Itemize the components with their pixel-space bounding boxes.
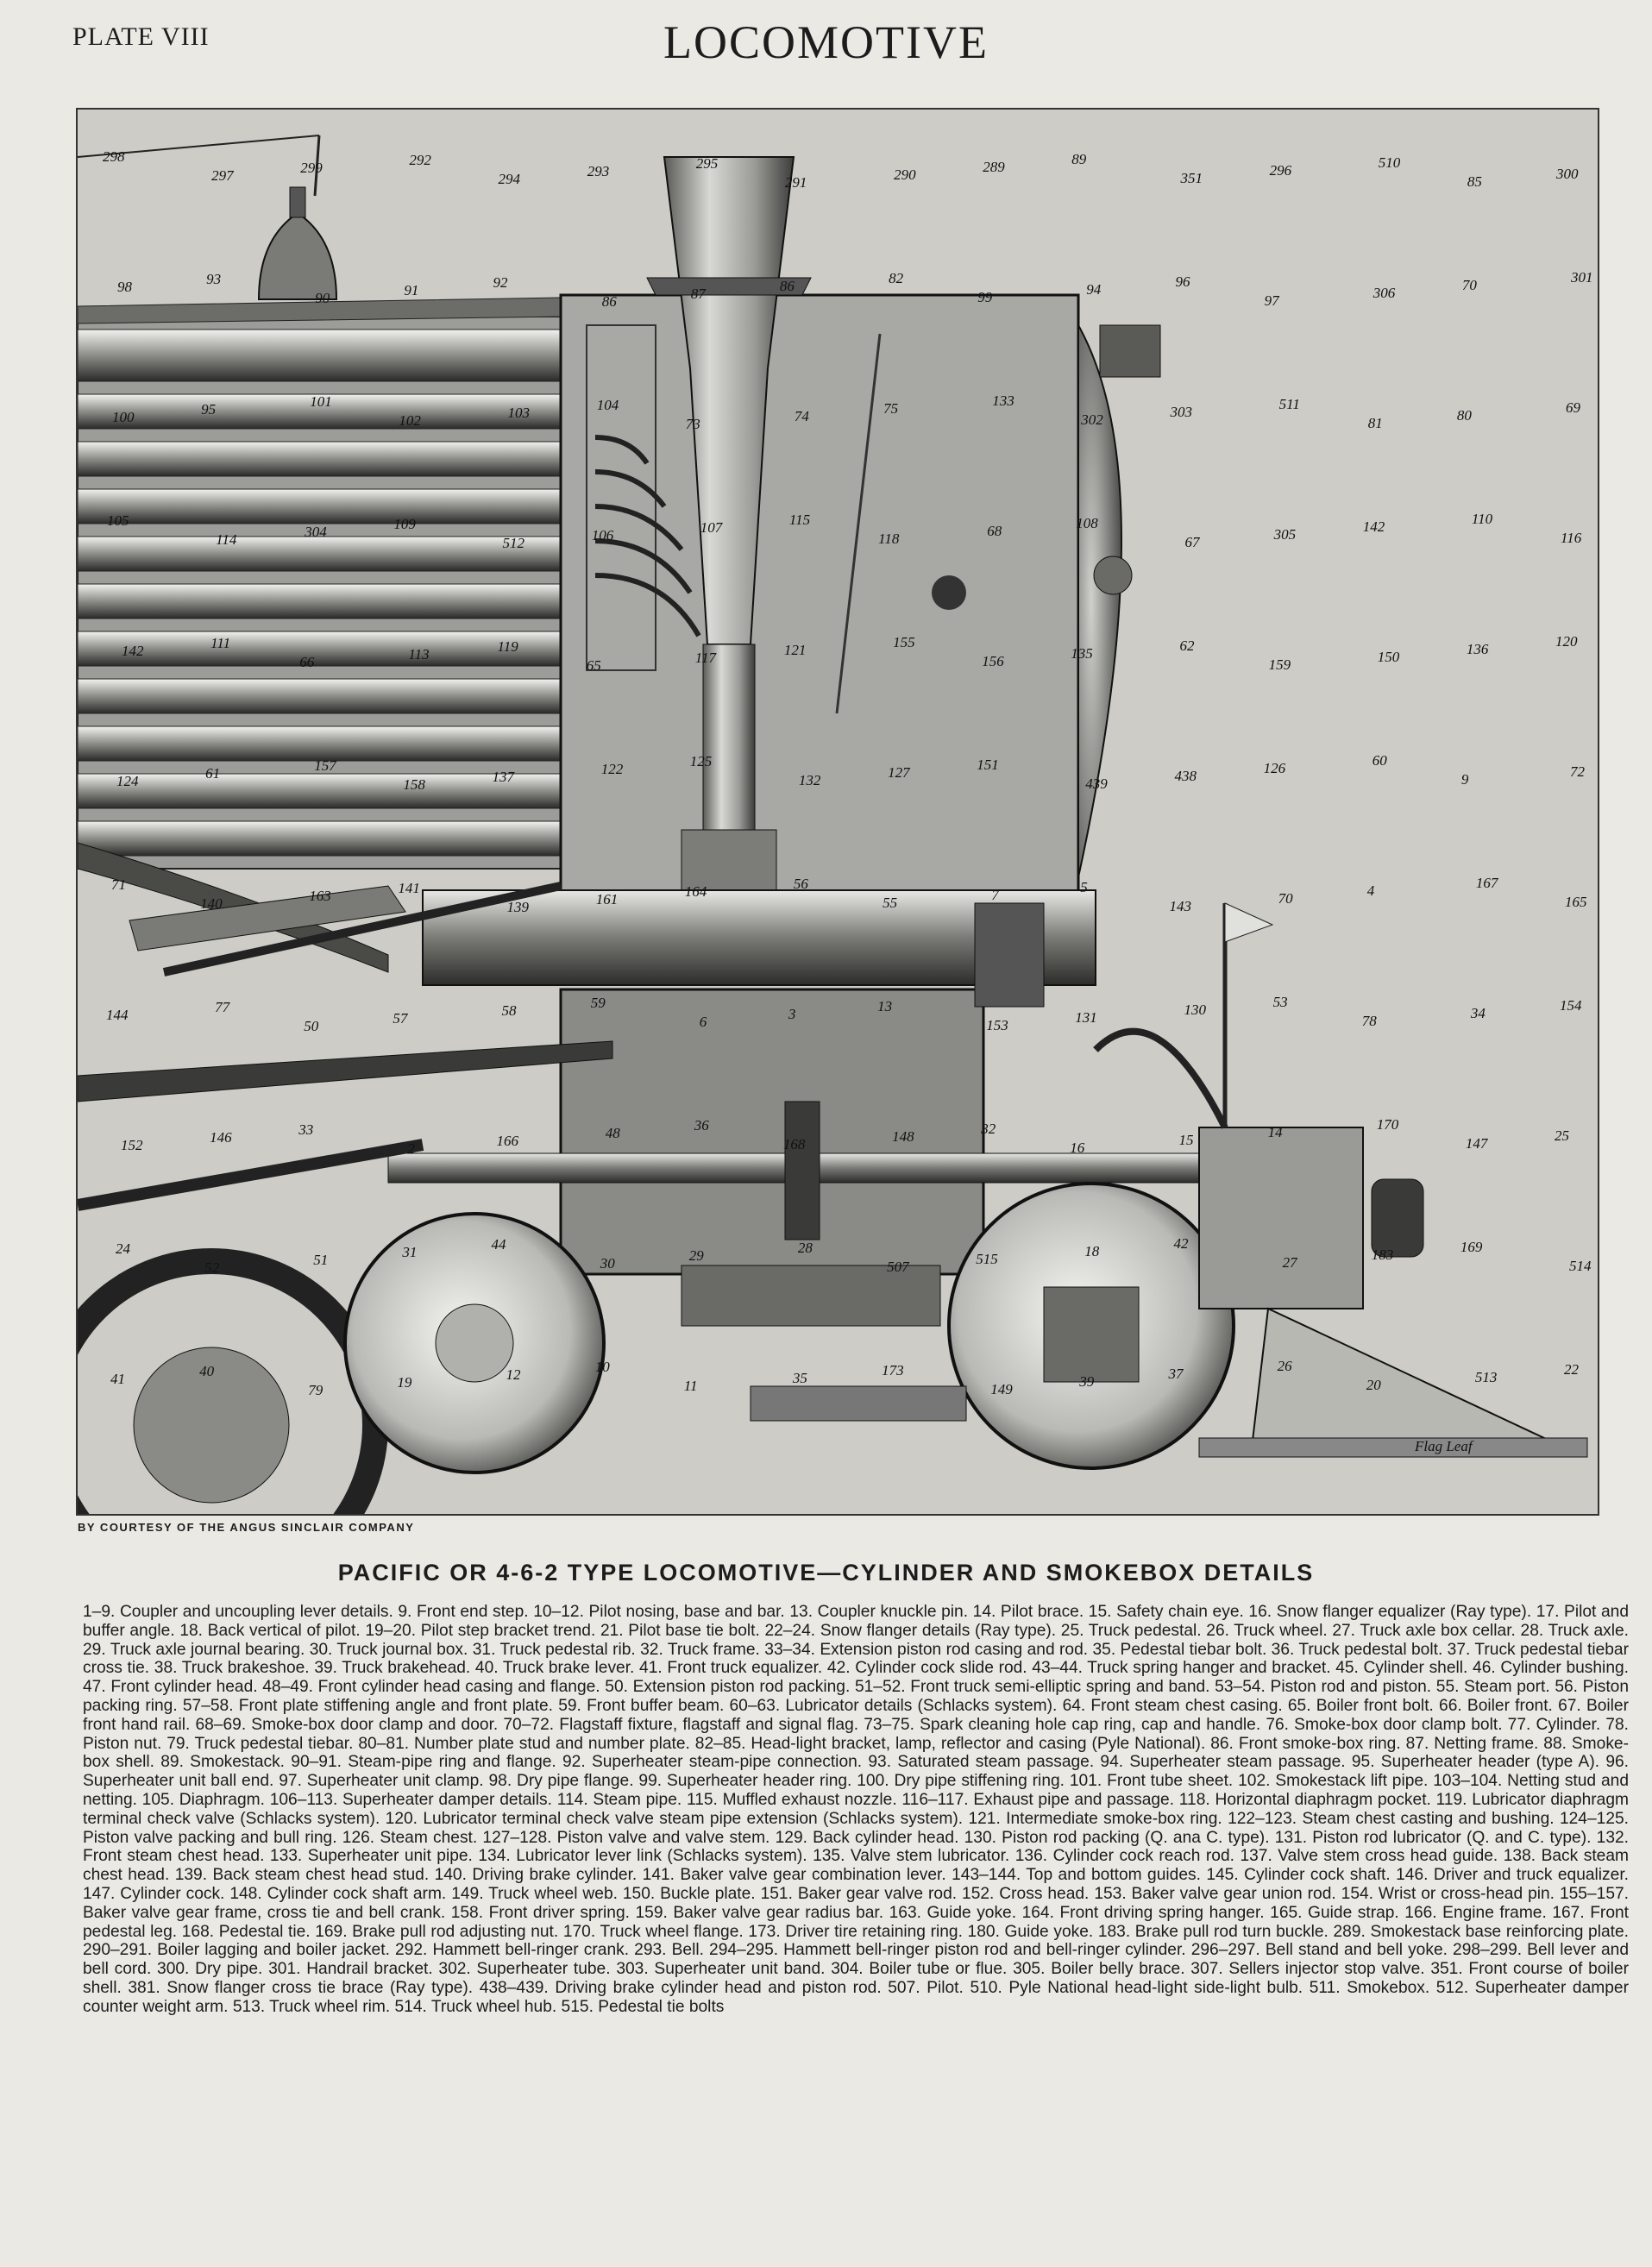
callout-label: 149	[990, 1381, 1013, 1397]
callout-label: 93	[206, 271, 222, 287]
callout-label: 12	[506, 1366, 521, 1383]
callout-label: 294	[498, 171, 520, 187]
callout-label: 13	[877, 998, 893, 1014]
callout-label: 157	[314, 757, 336, 774]
callout-label: 305	[1273, 526, 1297, 543]
callout-label: 66	[299, 654, 315, 670]
page-title: LOCOMOTIVE	[663, 16, 989, 68]
lubricator	[975, 903, 1044, 1007]
callout-label: 127	[888, 764, 910, 781]
callout-label: 119	[497, 638, 518, 655]
bell-yoke	[290, 187, 305, 217]
callout-label: 140	[200, 895, 223, 912]
callout-label: 514	[1569, 1258, 1592, 1274]
callout-label: 24	[116, 1240, 130, 1257]
callout-label: 44	[491, 1236, 506, 1253]
callout-label: 111	[210, 635, 231, 651]
callout-label: 135	[1071, 645, 1093, 662]
callout-label: 39	[1079, 1373, 1095, 1390]
callout-label: 82	[889, 270, 904, 286]
callout-label: 132	[798, 772, 821, 788]
callout-label: 30	[600, 1255, 615, 1272]
callout-label: 124	[116, 773, 139, 789]
callout-label: 58	[501, 1002, 517, 1019]
callout-label: 86	[779, 278, 795, 294]
callout-label: 70	[1461, 277, 1477, 293]
callout-label: 296	[1269, 162, 1292, 179]
callout-label: 68	[987, 523, 1002, 539]
boiler-tube	[78, 584, 561, 619]
callout-label: 168	[782, 1136, 806, 1152]
callout-label: 55	[883, 895, 898, 911]
callout-label: 52	[204, 1259, 220, 1276]
callout-label: 118	[878, 531, 900, 547]
callout-label: 9	[1460, 771, 1469, 788]
callout-label: 34	[1470, 1005, 1486, 1021]
callout-label: 303	[1170, 404, 1192, 420]
callout-label: 27	[1282, 1254, 1297, 1271]
callout-label: 2	[407, 1140, 415, 1157]
callout-label: 6	[699, 1014, 707, 1030]
callout-label: 85	[1467, 173, 1482, 190]
callout-label: 73	[685, 416, 700, 432]
callout-label: 15	[1178, 1132, 1194, 1148]
locomotive-cutaway-figure	[76, 108, 1599, 1516]
boiler-tube	[78, 726, 561, 761]
callout-label: 79	[308, 1382, 323, 1398]
callout-label: 154	[1560, 997, 1582, 1014]
callout-label: 19	[397, 1374, 412, 1391]
callout-label: 90	[315, 290, 330, 306]
boiler-tube	[78, 679, 561, 713]
callout-label: 31	[402, 1244, 418, 1260]
callout-label: 86	[601, 293, 617, 310]
front-buffer-beam	[1199, 1127, 1363, 1309]
callout-label: 300	[1556, 166, 1579, 182]
callout-label: 105	[107, 512, 129, 529]
callout-label: 114	[216, 531, 237, 548]
callout-label: 153	[986, 1017, 1008, 1033]
callout-label: 67	[1184, 534, 1200, 550]
callout-label: 3	[788, 1006, 796, 1022]
callout-label: 173	[882, 1362, 904, 1378]
callout-label: 70	[1278, 890, 1293, 907]
callout-label: 96	[1175, 273, 1190, 290]
callout-label: 56	[793, 876, 808, 892]
callout-label: 78	[1361, 1013, 1377, 1029]
callout-label: 60	[1372, 752, 1387, 769]
callout-label: 297	[211, 167, 234, 184]
callout-label: 165	[1565, 894, 1587, 910]
callout-label: 142	[122, 643, 144, 659]
callout-label: 166	[496, 1133, 518, 1149]
callout-label: 35	[792, 1370, 807, 1386]
callout-label: 61	[205, 765, 221, 782]
boiler-tube	[78, 489, 561, 524]
callout-label: 71	[111, 876, 126, 893]
callout-label: 116	[1561, 530, 1582, 546]
callout-label: 103	[507, 405, 530, 421]
callout-label: 5	[1080, 879, 1088, 895]
callout-label: 62	[1179, 637, 1195, 654]
callout-label: 110	[1471, 511, 1493, 527]
callout-label: 147	[1465, 1135, 1488, 1152]
boiler-tube	[78, 330, 561, 381]
boiler-tube	[78, 537, 561, 571]
callout-label: 98	[117, 279, 132, 295]
spark-cleaning-cap	[932, 575, 966, 610]
callout-label: 91	[404, 282, 419, 298]
callout-label: 65	[586, 657, 601, 674]
callout-label: 156	[982, 653, 1004, 669]
callout-label: 25	[1555, 1127, 1569, 1144]
callout-label: 53	[1272, 994, 1288, 1010]
callout-label: 95	[201, 401, 217, 418]
callout-label: 26	[1277, 1358, 1292, 1374]
smokebox-shell	[561, 295, 1078, 899]
callout-label: 158	[403, 776, 425, 793]
boiler-tube	[78, 631, 561, 666]
callout-label: 125	[689, 753, 713, 769]
callout-label: 507	[887, 1259, 909, 1275]
callout-label: 139	[506, 899, 529, 915]
callout-label: 170	[1376, 1116, 1399, 1133]
callout-label: 161	[595, 891, 619, 907]
callout-label: 438	[1174, 768, 1197, 784]
callout-label: 51	[313, 1252, 329, 1268]
callout-label: 106	[591, 527, 614, 543]
boiler-tube	[78, 774, 561, 808]
callout-label: 159	[1268, 656, 1291, 673]
callout-label: 163	[309, 888, 331, 904]
callout-label: 99	[977, 289, 993, 305]
coupler	[1372, 1179, 1423, 1257]
callout-label: 97	[1264, 292, 1279, 309]
callout-label: 169	[1460, 1239, 1483, 1255]
figure-credit: BY COURTESY OF THE ANGUS SINCLAIR COMPANY	[78, 1521, 415, 1534]
callout-label: 74	[794, 408, 809, 424]
callout-label: 81	[1367, 415, 1383, 431]
callout-label: 48	[605, 1125, 620, 1141]
callout-label: 29	[688, 1247, 704, 1264]
callout-label: 87	[690, 286, 706, 302]
callout-label: 141	[398, 880, 420, 896]
pilot-base	[1199, 1438, 1587, 1457]
callout-label: 120	[1555, 633, 1578, 650]
headlight-casing	[1100, 325, 1160, 377]
callout-label: 22	[1564, 1361, 1579, 1378]
callout-label: 295	[695, 155, 719, 172]
callout-label: 50	[304, 1018, 319, 1034]
callout-label: 20	[1366, 1377, 1381, 1393]
boiler-tube	[78, 442, 561, 476]
steam-pipe	[703, 644, 755, 834]
callout-label: 104	[596, 397, 619, 413]
callout-label: 136	[1466, 641, 1489, 657]
callout-label: 11	[683, 1378, 698, 1394]
callout-label: 304	[305, 524, 327, 540]
callout-label: 40	[199, 1363, 215, 1379]
callout-label: 100	[112, 409, 135, 425]
callout-label: 183	[1371, 1247, 1394, 1263]
callout-label: 511	[1278, 396, 1300, 412]
callout-label: 130	[1184, 1002, 1206, 1018]
callout-label: 513	[1474, 1369, 1498, 1385]
callout-label: 37	[1168, 1366, 1184, 1382]
callout-label: 299	[300, 160, 323, 176]
callout-label: 126	[1263, 760, 1286, 776]
callout-label: 92	[493, 274, 508, 291]
callout-label: 4	[1366, 882, 1375, 899]
callout-label: 33	[298, 1121, 314, 1138]
boiler-tube	[78, 821, 561, 856]
callout-label: 115	[788, 512, 811, 528]
cylinder	[561, 989, 983, 1274]
callout-label: 14	[1267, 1124, 1283, 1140]
callout-label: 89	[1071, 151, 1087, 167]
callout-label: 101	[310, 393, 332, 410]
callout-label: 16	[1070, 1140, 1085, 1156]
number-plate	[1094, 556, 1132, 594]
callout-label: 151	[977, 757, 999, 773]
callout-label: 306	[1372, 285, 1396, 301]
callout-label: 94	[1086, 281, 1102, 298]
callout-label: 18	[1084, 1243, 1100, 1259]
callout-label: 510	[1378, 154, 1401, 171]
callout-label: 167	[1475, 875, 1498, 891]
truck-wheel-hub	[436, 1304, 513, 1382]
plate-number: PLATE VIII	[72, 22, 210, 51]
callout-label: 122	[600, 761, 624, 777]
callout-label: 148	[892, 1128, 914, 1145]
callout-label: 291	[784, 174, 807, 191]
callout-label: 298	[103, 148, 125, 165]
callout-label: 302	[1081, 411, 1103, 428]
callout-label: 515	[976, 1251, 998, 1267]
callout-label: 80	[1456, 407, 1472, 424]
callout-label: 36	[694, 1117, 709, 1134]
callout-label: 290	[894, 166, 916, 183]
callout-label: 301	[1571, 269, 1593, 286]
callout-label: 69	[1566, 399, 1580, 416]
callout-label: 108	[1076, 515, 1098, 531]
callout-label: 439	[1085, 776, 1108, 792]
parts-legend: 1–9. Coupler and uncoupling lever details. 9. Front end step. 10–12. Pilot nosing, base and bar. 13. Coupler knuckle pin. 14. Pilot brace. 15. Safety chain eye. 16. Snow flanger equalizer (Ray type). 17. Pilot and buffer angle. 18. Back vertical of pilot. 19–20. Pilot step bracket trend. 21. Pilot base tie bolt. 22–24. Snow flanger details (Ray type). 25. Truck pedestal. 26. Truck wheel. 27. Truck axle box cellar. 28. Truck axle. 29. Truck axle journal bearing. 30. Truck journal box. 31. Truck pedestal rib. 32. Truck frame. 33–34. Extension piston rod casing and rod. 35. Pedestal tiebar bolt. 36. Truck pedestal bolt. 37. Truck pedestal tiebar cross tie. 38. Truck brakeshoe. 39. Truck brakehead. 40. Truck brake lever. 41. Front truck equalizer. 42. Cylinder cock slide rod. 43–44. Truck spring hanger and bracket. 45. Cylinder shell. 46. Cylinder bushing. 47. Front cylinder head. 48–49. Front cylinder head casing and flange. 50. Extension piston rod packing. 51–52. Front truck semi-elliptic spring and band. 53–54. Piston rod and piston. 55. Steam port. 56. Piston packing ring. 57–58. Front plate stiffening angle and front plate. 59. Front buffer beam. 60–63. Lubricator details (Schlacks system). 64. Front steam chest casing. 65. Boiler front bolt. 66. Boiler front. 67. Boiler front hand rail. 68–69. Smoke-box door clamp and door. 70–72. Flagstaff fixture, flagstaff and signal flag. 73–75. Spark cleaning hole cap ring, cap and handle. 76. Smoke-box door clamp bolt. 77. Cylinder. 78. Piston nut. 79. Truck pedestal tiebar. 80–81. Number plate stud and number plate. 82–85. Head-light bracket, lamp, reflector and casing (Pyle National). 86. Front smoke-box ring. 87. Netting frame. 88. Smoke-box shell. 89. Smokestack. 90–91. Steam-pipe ring and flange. 92. Superheater steam-pipe connection. 93. Saturated steam passage. 94. Superheater steam passage. 95. Superheater header (type A). 96. Superheater unit ball end. 97. Superheater unit clamp. 98. Dry pipe flange. 99. Superheater header ring. 100. Dry pipe stiffening ring. 101. Front tube sheet. 102. Smokestack lift pipe. 103–104. Netting stud and netting. 105. Diaphragm. 106–113. Superheater damper details. 114. Steam pipe. 115. Muffled exhaust nozzle. 116–117. Exhaust pipe and passage. 118. Horizontal diaphragm pocket. 119. Lubricator diaphragm terminal check valve (Schlacks system). 120. Lubricator terminal check valve steam pipe extension (Schlacks system). 121. Intermediate smoke-box ring. 122–123. Steam chest casting and bushing. 124–125. Piston valve packing and bull ring. 126. Steam chest. 127–128. Piston valve and valve stem. 129. Back cylinder head. 130. Piston rod packing (Q. ana C. type). 131. Piston rod lubricator (Q. and C. type). 132. Front steam chest head. 133. Superheater unit pipe. 134. Lubricator lever link (Schlacks system). 135. Valve stem lubricator. 136. Cylinder cock reach rod. 137. Valve stem cross head guide. 138. Back steam chest head. 139. Back steam chest head stud. 140. Driving brake cylinder. 141. Baker valve gear combination lever. 143–144. Top and bottom guides. 145. Cylinder cock shaft. 146. Driver and truck equalizer. 147. Cylinder cock. 148. Cylinder cock shaft arm. 149. Truck wheel web. 150. Buckle plate. 151. Baker gear valve rod. 152. Cross head. 153. Baker valve gear union rod. 154. Wrist or cross-head pin. 155–157. Baker valve gear frame, cross tie and bell crank. 158. Front driver spring. 159. Baker valve gear radius bar. 163. Guide yoke. 164. Front driving spring hanger. 165. Guide strap. 166. Engine frame. 167. Front pedestal leg. 168. Pedestal tie. 169. Brake pull rod adjusting nut. 170. Truck wheel flange. 173. Driver tire retaining ring. 180. Guide yoke. 183. Brake pull rod turn buckle. 289. Smokestack base reinforcing plate. 290–291. Boiler lagging and boiler jacket. 292. Hammett bell-ringer crank. 293. Bell. 294–295. Hammett bell-ringer piston rod and bell-ringer cylinder. 296–297. Bell stand and bell yoke. 298–299. Bell lever and bell cord. 300. Dry pipe. 301. Handrail bracket. 302. Superheater tube. 303. Superheater unit band. 304. Boiler tube or flue. 305. Boiler belly brace. 307. Sellers injector stop valve. 351. Front course of boiler shell. 381. Snow flanger cross tie brace (Ray type). 438–439. Driving brake cylinder head and piston rod. 507. Pilot. 510. Pyle National head-light side-light bulb. 511. Smokebox. 512. Superheater damper counter weight arm. 513. Truck wheel rim. 514. Truck wheel hub. 515. Pedestal tie bolts	[83, 1603, 1629, 2016]
callout-label: 144	[106, 1007, 129, 1023]
callout-label: 109	[393, 516, 416, 532]
callout-label: 42	[1173, 1235, 1189, 1252]
callout-label: 143	[1169, 898, 1191, 914]
caption-title: PACIFIC OR 4-6-2 TYPE LOCOMOTIVE—CYLINDER AND SMOKEBOX DETAILS	[337, 1560, 1315, 1586]
callout-label: 77	[215, 999, 230, 1015]
callout-label: 155	[893, 634, 915, 650]
piston-rod	[388, 1153, 1294, 1183]
callout-label: 133	[992, 392, 1014, 409]
callout-label: 107	[700, 519, 723, 536]
callout-label: 72	[1570, 763, 1585, 780]
pilot-sign: Flag Leaf	[1415, 1438, 1473, 1454]
callout-label: 121	[783, 642, 807, 658]
callout-label: 152	[121, 1137, 143, 1153]
callout-label: 102	[399, 412, 421, 429]
callout-label: 32	[981, 1121, 996, 1137]
locomotive-drawing	[78, 110, 1598, 1514]
callout-label: 7	[991, 887, 999, 903]
callout-label: 59	[590, 995, 606, 1011]
callout-label: 113	[408, 646, 430, 663]
callout-label: 137	[492, 769, 514, 785]
smokebox-group	[561, 295, 1160, 899]
callout-label: 164	[684, 883, 707, 900]
callout-label: 10	[594, 1359, 610, 1375]
callout-label: 117	[694, 650, 717, 666]
callout-label: 131	[1075, 1009, 1097, 1026]
callout-label: 146	[210, 1129, 232, 1146]
callout-label: 41	[110, 1371, 125, 1387]
callout-label: 75	[883, 400, 899, 417]
truck-journal-box	[1044, 1287, 1139, 1382]
callout-label: 28	[797, 1240, 813, 1256]
callout-label: 292	[409, 152, 431, 168]
callout-label: 289	[983, 159, 1005, 175]
callout-label: 293	[587, 163, 610, 179]
callout-label: 142	[1362, 518, 1385, 535]
callout-label: 57	[393, 1010, 408, 1027]
callout-label: 351	[1180, 170, 1203, 186]
piston	[782, 1102, 820, 1240]
callout-label: 512	[502, 535, 524, 551]
callout-label: 150	[1377, 649, 1400, 665]
truck-pedestal-tiebar	[751, 1386, 966, 1421]
